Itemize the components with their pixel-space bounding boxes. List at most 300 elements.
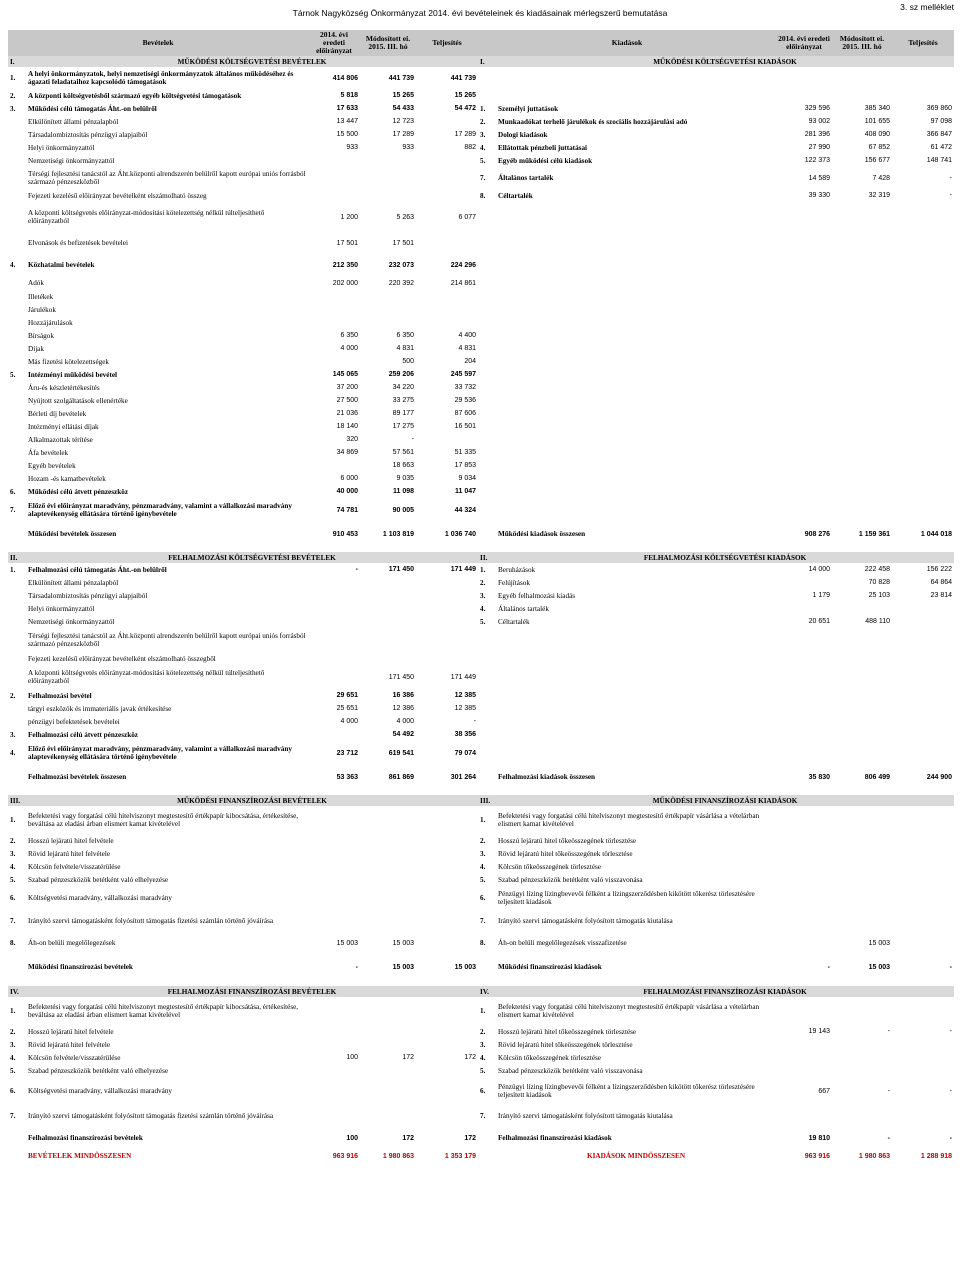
revenue-index: 3.: [10, 104, 16, 113]
revenue-label: Befektetési vagy forgatási célú hitelviszonyt megtestesítő értékpapír kibocsátása, értékesítése, beváltása az eladási árban elismert kamat kivételével: [28, 1003, 299, 1019]
revenue-label: Intézményi ellátási díjak: [28, 422, 99, 431]
expenditure-index: [478, 290, 496, 303]
revenue-index: [8, 115, 26, 128]
expenditure-original: [776, 89, 832, 102]
revenue-label: Társadalombiztosítás pénzügyi alapjaiból: [28, 591, 148, 600]
expenditure-actual: [892, 689, 954, 702]
expenditure-modified: 488 110: [865, 618, 891, 625]
expenditure-actual: [892, 652, 954, 665]
expenditure-index: [478, 702, 496, 715]
section-title-expenditure: MŰKÖDÉSI FINANSZÍROZÁSI KIADÁSOK: [496, 795, 954, 806]
revenue-label: Egyéb bevételek: [28, 461, 76, 470]
expenditure-index: 3.: [480, 591, 486, 600]
revenue-modified: 619 541: [388, 749, 415, 757]
expenditure-modified: 156 677: [864, 157, 891, 164]
expenditure-index: [478, 254, 496, 276]
table-row: [8, 715, 954, 728]
expenditure-original: [776, 355, 832, 368]
expenditure-actual: [892, 303, 954, 316]
revenue-actual: [416, 290, 478, 303]
revenue-modified: 54 433: [392, 105, 415, 112]
expenditure-index: [478, 316, 496, 329]
revenue-modified: [360, 316, 416, 329]
revenue-modified: [360, 834, 416, 847]
revenue-original: 15 003: [336, 939, 359, 947]
table-row: [8, 910, 954, 932]
expenditure-label: [496, 652, 776, 665]
revenue-actual: 171 449: [450, 566, 477, 573]
revenue-original: -: [355, 566, 359, 573]
table-row: [8, 806, 954, 834]
expenditure-index: [478, 89, 496, 102]
revenue-index: 7.: [10, 506, 16, 514]
spacer: [478, 522, 496, 546]
table-row: [8, 665, 954, 689]
revenue-label: Irányító szervi támogatásként folyósított támogatás fizetési számlán történő jóváírása: [28, 917, 274, 925]
expenditure-index: [478, 202, 496, 232]
table-row: [8, 1105, 954, 1127]
total-revenue-original: 100: [346, 1134, 359, 1142]
revenue-original: 40 000: [336, 488, 359, 495]
expenditure-label: [496, 329, 776, 342]
expenditure-modified: [832, 232, 892, 254]
table-row: [8, 254, 954, 276]
revenue-index: 1.: [10, 565, 16, 574]
expenditure-label: Ellátottak pénzbeli juttatásai: [498, 143, 588, 152]
revenue-original: 17 501: [336, 239, 359, 247]
expenditure-original: [776, 886, 832, 910]
table-row: [8, 498, 954, 522]
expenditure-modified: 408 090: [864, 131, 891, 138]
expenditure-modified: [832, 1051, 892, 1064]
total-expenditure-label: Működési kiadások összesen: [498, 530, 586, 538]
revenue-modified: [360, 589, 416, 602]
expenditure-label: Hosszú lejáratú hitel tőkeösszegének törlesztése: [498, 836, 637, 845]
expenditure-original: 93 002: [808, 118, 831, 125]
table-row: [8, 652, 954, 665]
expenditures-header: Kiadások: [478, 30, 776, 56]
expenditure-modified: [832, 728, 892, 741]
revenue-modified: -: [411, 436, 415, 443]
total-expenditure-label: KIADÁSOK MINDÖSSZESEN: [586, 1152, 686, 1160]
table-row: [8, 1064, 954, 1077]
expenditure-index: 3.: [480, 849, 486, 858]
expenditure-index: 2.: [480, 578, 486, 587]
table-row: [8, 1051, 954, 1064]
revenue-modified: [360, 602, 416, 615]
table-row: [8, 115, 954, 128]
expenditure-modified: 385 340: [864, 105, 891, 112]
revenue-actual: 79 074: [454, 749, 477, 757]
revenue-index: [8, 342, 26, 355]
revenue-label: Szabad pénzeszközök betétként való elhelyezése: [28, 875, 169, 884]
expenditure-index: 2.: [480, 117, 486, 126]
revenue-modified: 500: [402, 358, 415, 365]
revenue-label: Felhalmozási célú átvett pénzeszköz: [28, 730, 138, 739]
table-row: [8, 1077, 954, 1105]
expenditure-index: 2.: [480, 836, 486, 845]
expenditure-original: [776, 67, 832, 89]
revenue-modified: 17 275: [392, 423, 415, 430]
expenditure-original: [776, 715, 832, 728]
revenue-index: [8, 329, 26, 342]
expenditure-modified: [832, 1038, 892, 1051]
revenue-index: [8, 141, 26, 154]
revenue-label: Rövid lejáratú hitel felvétele: [28, 849, 111, 858]
expenditure-index: [478, 342, 496, 355]
total-revenue-modified: 15 003: [392, 963, 415, 971]
revenue-modified: [360, 1025, 416, 1038]
total-expenditure-actual: 1 044 018: [920, 530, 953, 538]
revenue-index: 6.: [10, 894, 16, 902]
revenue-modified: 16 386: [392, 692, 415, 699]
expenditure-actual: 156 222: [926, 566, 953, 573]
revenue-actual: 172: [464, 1054, 477, 1061]
expenditure-label: [496, 665, 776, 689]
expenditure-original: [776, 407, 832, 420]
revenue-actual: -: [473, 718, 477, 725]
expenditure-index: 4.: [480, 862, 486, 871]
expenditure-index: 7.: [480, 174, 486, 182]
expenditure-modified: [832, 665, 892, 689]
expenditure-original: 14 589: [808, 174, 831, 182]
revenue-original: [308, 886, 360, 910]
revenue-label: A központi költségvetés előirányzat-módosítási kötelezettség nélkül túlteljesíthető előirányzatból: [28, 669, 265, 685]
revenue-actual: [416, 847, 478, 860]
expenditure-index: [478, 420, 496, 433]
expenditure-label: Pénzügyi lízing lízingbevevői félként a lízingszerződésben kikötött tőkerész törlesztésére teljesített kiadások: [498, 890, 755, 906]
expenditure-original: [776, 485, 832, 498]
expenditure-original: [776, 446, 832, 459]
expenditure-original: [776, 276, 832, 290]
table-row: [8, 141, 954, 154]
table-row: [8, 420, 954, 433]
exp-original-header: 2014. évi eredeti előirányzat: [776, 30, 832, 56]
expenditure-index: 7.: [480, 1112, 486, 1120]
document-title: Tárnok Nagyközség Önkormányzat 2014. évi bevételeinek és kiadásainak mérlegszerű bemutatása: [292, 8, 668, 18]
expenditure-actual: [892, 472, 954, 485]
expenditure-index: 1.: [480, 816, 486, 824]
revenue-modified: [360, 615, 416, 628]
expenditure-index: 6.: [480, 1087, 486, 1095]
expenditure-modified: [832, 89, 892, 102]
revenue-original: [308, 576, 360, 589]
expenditure-modified: [832, 303, 892, 316]
totals4-row: [8, 1127, 954, 1149]
expenditure-index: 5.: [480, 875, 486, 884]
expenditure-index: [478, 433, 496, 446]
revenue-actual: [416, 115, 478, 128]
expenditure-index: 1.: [480, 104, 486, 113]
total-expenditure-actual: 1 288 918: [920, 1152, 953, 1160]
expenditure-actual: [892, 806, 954, 834]
revenue-original: 933: [346, 144, 359, 151]
revenue-label: Előző évi előirányzat maradvány, pénzmaradvány, valamint a vállalkozási maradvány alaptevékenység ellátására történő igénybevétele: [28, 502, 292, 518]
expenditure-label: [496, 728, 776, 741]
table-row: [8, 381, 954, 394]
table-row: [8, 873, 954, 886]
expenditure-modified: [832, 254, 892, 276]
spacer: [8, 765, 26, 789]
expenditure-original: [776, 932, 832, 954]
revenue-original: 212 350: [332, 261, 359, 269]
revenue-actual: 204: [464, 358, 477, 365]
expenditure-actual: [892, 728, 954, 741]
revenue-label: Áru-és készletértékesítés: [28, 383, 100, 392]
revenue-actual: 441 739: [450, 74, 477, 82]
revenue-index: [8, 355, 26, 368]
revenue-index: 2.: [10, 836, 16, 845]
revenue-actual: [416, 167, 478, 189]
table-row: [8, 407, 954, 420]
revenue-modified: [360, 576, 416, 589]
total-revenue-actual: 15 003: [454, 963, 477, 971]
expenditure-original: [776, 652, 832, 665]
expenditure-index: [478, 276, 496, 290]
expenditure-actual: -: [949, 192, 953, 199]
expenditure-index: [478, 407, 496, 420]
expenditure-original: 39 330: [808, 192, 831, 199]
revenue-original: [308, 834, 360, 847]
revenue-label: Díjak: [28, 344, 44, 353]
expenditure-actual: [892, 254, 954, 276]
expenditure-original: [776, 1051, 832, 1064]
revenue-modified: [360, 303, 416, 316]
expenditure-label: [496, 407, 776, 420]
total-revenue-modified: 172: [402, 1134, 415, 1142]
revenue-label: Kölcsön felvétele/visszatérülése: [28, 862, 121, 871]
expenditure-modified: [832, 498, 892, 522]
expenditure-modified: [832, 368, 892, 381]
table-row: [8, 368, 954, 381]
expenditure-label: Felújítások: [498, 578, 530, 587]
expenditure-index: 2.: [480, 1027, 486, 1036]
revenue-actual: 214 861: [450, 279, 477, 287]
revenue-original: 37 200: [336, 384, 359, 391]
revenue-index: [8, 665, 26, 689]
expenditure-original: [776, 316, 832, 329]
expenditure-label: [496, 368, 776, 381]
expenditure-index: [478, 485, 496, 498]
revenue-modified: 17 289: [392, 131, 415, 138]
expenditure-original: [776, 741, 832, 765]
table-row: [8, 702, 954, 715]
section-title-revenue: MŰKÖDÉSI KÖLTSÉGVETÉSI BEVÉTELEK: [26, 56, 478, 67]
revenue-original: 5 818: [340, 92, 359, 99]
revenue-label: A helyi önkormányzatok, helyi nemzetiségi önkormányzatok általános működéséhez és ágazati feladataihoz kapcsolódó támogatások: [28, 70, 294, 86]
revenue-actual: [416, 433, 478, 446]
expenditure-actual: [892, 847, 954, 860]
section-index: IV.: [8, 986, 26, 997]
revenue-actual: 11 047: [454, 488, 477, 495]
revenue-actual: 12 385: [454, 705, 477, 712]
revenue-index: [8, 576, 26, 589]
expenditure-actual: [892, 67, 954, 89]
revenue-index: [8, 602, 26, 615]
expenditure-original: 19 143: [808, 1028, 831, 1035]
expenditure-label: Hosszú lejáratú hitel tőkeösszegének törlesztése: [498, 1027, 637, 1036]
table-row: [8, 316, 954, 329]
revenue-index: [8, 154, 26, 167]
revenue-actual: 17 853: [454, 462, 477, 469]
expenditure-actual: [892, 886, 954, 910]
spacer: [478, 1149, 496, 1163]
expenditure-modified: [832, 459, 892, 472]
expenditure-actual: [892, 615, 954, 628]
expenditure-label: Áh-on belüli megelőlegezések visszafizetése: [498, 939, 627, 947]
expenditure-modified: 101 655: [864, 118, 891, 125]
total-expenditure-modified: 1 159 361: [858, 530, 891, 538]
section-title-expenditure: FELHALMOZÁSI FINANSZÍROZÁSI KIADÁSOK: [496, 986, 954, 997]
totals3-row: [8, 954, 954, 980]
total-expenditure-label: Felhalmozási finanszírozási kiadások: [498, 1134, 612, 1142]
total-expenditure-actual: 244 900: [926, 773, 953, 781]
expenditure-label: [496, 316, 776, 329]
section-index: II.: [8, 552, 26, 563]
section-title-expenditure: MŰKÖDÉSI KÖLTSÉGVETÉSI KIADÁSOK: [496, 56, 954, 67]
revenue-index: 7.: [10, 917, 16, 925]
expenditure-modified: 67 852: [868, 144, 891, 151]
expenditure-actual: [892, 407, 954, 420]
balance-table: [8, 30, 954, 1163]
total-expenditure-actual: -: [949, 1134, 953, 1142]
expenditure-original: [776, 381, 832, 394]
expenditure-actual: [892, 459, 954, 472]
expenditure-actual: [892, 368, 954, 381]
revenue-label: Járulékok: [28, 305, 56, 314]
expenditure-index: [478, 381, 496, 394]
revenue-actual: [416, 615, 478, 628]
table-row: [8, 202, 954, 232]
revenue-actual: 16 501: [454, 423, 477, 430]
revenue-label: Nemzetiségi önkormányzattól: [28, 156, 115, 165]
spacer: [478, 765, 496, 789]
revenue-label: Előző évi előirányzat maradvány, pénzmaradvány, valamint a vállalkozási maradvány alaptevékenység ellátására történő igénybevétele: [28, 745, 292, 761]
expenditure-index: [478, 741, 496, 765]
revenue-modified: 15 265: [392, 92, 415, 99]
revenue-label: Fejezeti kezelésű előirányzat bevételként elszámolható összeg: [28, 191, 207, 200]
table-row: [8, 847, 954, 860]
table-row: [8, 290, 954, 303]
expenditure-label: Kölcsön tőkeösszegének törlesztése: [498, 862, 602, 871]
table-row: [8, 154, 954, 167]
revenue-original: 27 500: [336, 397, 359, 404]
expenditure-label: [496, 303, 776, 316]
operating-financing-section-header: [8, 795, 954, 806]
revenue-original: [308, 1105, 360, 1127]
revenue-label: Adók: [28, 279, 44, 287]
expenditure-original: [776, 254, 832, 276]
expenditure-original: [776, 1064, 832, 1077]
expenditure-label: [496, 702, 776, 715]
revenue-modified: [360, 886, 416, 910]
table-row: [8, 167, 954, 189]
revenue-original: [308, 1025, 360, 1038]
revenue-modified: 34 220: [392, 384, 415, 391]
expenditure-actual: 23 814: [930, 592, 953, 599]
revenue-modified: 441 739: [388, 74, 415, 82]
table-row: [8, 860, 954, 873]
table-row: [8, 276, 954, 290]
revenue-modified: [360, 1064, 416, 1077]
expenditure-actual: [892, 1051, 954, 1064]
section-index: III.: [8, 795, 26, 806]
expenditure-modified: 7 428: [872, 174, 891, 182]
revenue-original: [308, 652, 360, 665]
expenditure-label: Rövid lejáratú hitel tőkeösszegének törlesztése: [498, 1040, 633, 1049]
revenue-actual: [416, 886, 478, 910]
expenditure-label: Pénzügyi lízing lízingbevevői félként a lízingszerződésben kikötött tőkerész törlesztésére teljesített kiadások: [498, 1083, 755, 1099]
expenditure-actual: [892, 873, 954, 886]
expenditure-label: [496, 628, 776, 652]
revenue-index: [8, 290, 26, 303]
revenue-modified: [360, 290, 416, 303]
revenue-index: 5.: [10, 1066, 16, 1075]
revenue-index: [8, 420, 26, 433]
revenue-original: 13 447: [336, 118, 359, 125]
expenditure-original: 281 396: [804, 131, 831, 138]
revenue-label: Közhatalmi bevételek: [28, 261, 95, 269]
revenue-index: 6.: [10, 1087, 16, 1095]
revenue-label: Szabad pénzeszközök betétként való elhelyezése: [28, 1066, 169, 1075]
revenue-original: 74 781: [336, 506, 359, 514]
expenditure-modified: [832, 873, 892, 886]
revenue-label: tárgyi eszközök és immateriális javak értékesítése: [28, 704, 172, 713]
expenditure-original: 1 179: [812, 592, 831, 599]
table-row: [8, 1038, 954, 1051]
exp-modified-header: Módosított ei. 2015. III. hó: [832, 30, 892, 56]
revenue-actual: 38 356: [454, 731, 477, 738]
expenditure-original: [776, 689, 832, 702]
revenue-label: Intézményi működési bevétel: [28, 370, 118, 379]
revenue-modified: 933: [402, 144, 415, 151]
revenue-index: [8, 715, 26, 728]
total-revenue-original: 53 363: [336, 773, 359, 781]
expenditure-label: Dologi kiadások: [498, 130, 548, 139]
grand-row: [8, 1149, 954, 1163]
revenue-label: Működési célú támogatás Áht.-on belülről: [28, 104, 157, 113]
revenue-original: 34 869: [336, 449, 359, 456]
expenditure-actual: -: [949, 1087, 953, 1095]
header-row: [8, 30, 954, 56]
table-row: [8, 67, 954, 89]
revenue-label: Irányító szervi támogatásként folyósított támogatás fizetési számlán történő jóváírása: [28, 1112, 274, 1120]
revenue-modified: [360, 1105, 416, 1127]
table-row: [8, 628, 954, 652]
revenue-modified: 6 350: [396, 332, 415, 339]
expenditure-modified: [832, 1064, 892, 1077]
revenue-index: [8, 381, 26, 394]
expenditure-actual: [892, 381, 954, 394]
revenue-actual: 882: [464, 144, 477, 151]
expenditure-actual: 148 741: [926, 157, 953, 164]
table-row: [8, 589, 954, 602]
rev-actual-header: Teljesítés: [416, 30, 478, 56]
expenditure-modified: [832, 433, 892, 446]
expenditure-original: [776, 1105, 832, 1127]
revenue-actual: 12 385: [454, 692, 477, 699]
revenue-actual: [416, 932, 478, 954]
revenue-original: 320: [346, 436, 359, 443]
total-revenue-actual: 172: [464, 1134, 477, 1142]
expenditure-index: 1.: [480, 565, 486, 574]
revenue-modified: 15 003: [392, 939, 415, 947]
expenditure-label: Általános tartalék: [498, 604, 549, 613]
expenditure-modified: [832, 420, 892, 433]
revenue-label: Felhalmozási bevétel: [28, 691, 92, 700]
revenue-actual: 4 831: [458, 345, 477, 352]
table-row: [8, 342, 954, 355]
